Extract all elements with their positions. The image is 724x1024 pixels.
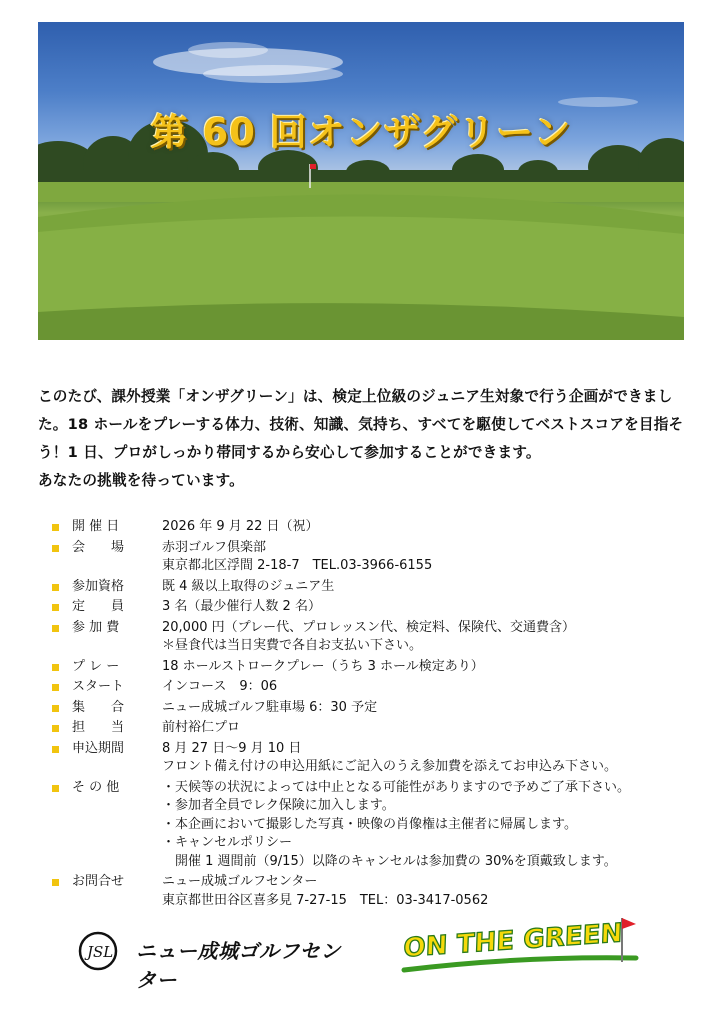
detail-label: 担 当	[72, 720, 125, 735]
square-bullet-icon	[52, 705, 59, 712]
detail-row-fee	[52, 619, 692, 656]
detail-value: インコース 9：06	[162, 679, 278, 694]
square-bullet-icon	[52, 785, 59, 792]
intro-line: あなたの挑戦を待っています。	[38, 472, 244, 489]
square-bullet-icon	[52, 604, 59, 611]
square-bullet-icon	[52, 664, 59, 671]
detail-value: ニュー成城ゴルフ駐車場 6：30 予定	[162, 699, 378, 715]
intro-line: う！1 日、プロがしっかり帯同するから安心して参加することができます。	[38, 444, 541, 461]
jsl-logo-icon	[74, 925, 124, 975]
detail-value: ニュー成城ゴルフセンター 東京都世田谷区喜多見 7-27-15 TEL：03-3417-0562	[162, 874, 489, 908]
detail-value: 8 月 27 日～9 月 10 日 フロント備え付けの申込用紙にご記入のうえ参加費を添えてお申込み下さい。	[162, 740, 618, 774]
detail-row-start	[52, 678, 692, 697]
event-title: 第 60 回オンザグリーン	[150, 111, 572, 154]
golf-course-illustration	[38, 22, 684, 340]
detail-value: 前村裕仁プロ	[162, 720, 241, 735]
detail-row-date	[52, 518, 692, 537]
square-bullet-icon	[52, 545, 59, 552]
detail-row-other	[52, 779, 692, 872]
square-bullet-icon	[52, 625, 59, 632]
intro-paragraph	[38, 383, 686, 495]
detail-value: 赤羽ゴルフ倶楽部 東京都北区浮間 2-18-7 TEL.03-3966-6155	[162, 539, 433, 573]
on-the-green-logo	[400, 912, 645, 980]
detail-label: 申込期間	[72, 740, 125, 756]
detail-value: 3 名（最少催行人数 2 名）	[162, 599, 321, 614]
detail-label: 参 加 費	[72, 619, 120, 635]
new-seijo-golf-logo	[74, 925, 354, 992]
intro-line: このたび、課外授業「オンザグリーン」は、検定上位級のジュニア生対象で行う企画ができまし	[38, 388, 673, 405]
event-details-list	[52, 518, 692, 912]
detail-value: 既 4 級以上取得のジュニア生	[162, 578, 335, 594]
detail-label: そ の 他	[72, 779, 120, 795]
detail-label: スタート	[72, 679, 125, 694]
intro-line: た。18 ホールをプレーする体力、技術、知識、気持ち、すべてを駆使してベストスコアを目指そ	[38, 416, 684, 433]
square-bullet-icon	[52, 725, 59, 732]
brand-name: ニュー成城ゴルフセンター	[136, 939, 341, 992]
detail-row-contact	[52, 873, 692, 910]
square-bullet-icon	[52, 584, 59, 591]
detail-row-staff	[52, 719, 692, 738]
square-bullet-icon	[52, 879, 59, 886]
detail-label: プ レ ー	[72, 658, 120, 674]
square-bullet-icon	[52, 684, 59, 691]
jsl-mark-text: JSL	[87, 943, 114, 961]
detail-row-play	[52, 658, 692, 677]
detail-row-capacity	[52, 598, 692, 617]
detail-label: 開 催 日	[72, 519, 120, 534]
square-bullet-icon	[52, 746, 59, 753]
hero-image	[38, 22, 684, 340]
detail-row-meeting	[52, 699, 692, 718]
detail-label: 会 場	[72, 539, 125, 555]
detail-label: 定 員	[72, 599, 125, 614]
detail-value: 2026 年 9 月 22 日（祝）	[162, 519, 319, 534]
detail-value: ・天候等の状況によっては中止となる可能性がありますので予めご了承下さい。 ・参加者全員でレク保険に加入します。 ・本企画において撮影した写真・映像の肖像権は主催者に帰属します。 ・キャンセルポリシー 開催 1 週間前（9/15）以降のキャンセルは参加費の 30%を頂戴致します。	[162, 779, 631, 869]
detail-row-venue	[52, 539, 692, 576]
detail-value: 18 ホールストロークプレー（うち 3 ホール検定あり）	[162, 658, 484, 674]
detail-row-application	[52, 740, 692, 777]
on-the-green-text: ON THE GREEN	[402, 918, 623, 964]
square-bullet-icon	[52, 524, 59, 531]
detail-value: 20,000 円（プレー代、プロレッスン代、検定料、保険代、交通費含） ＊昼食代は当日実費で各自お支払い下さい。	[162, 619, 575, 653]
detail-label: お問合せ	[72, 874, 125, 889]
detail-row-eligibility	[52, 578, 692, 597]
detail-label: 参加資格	[72, 578, 125, 594]
detail-label: 集 合	[72, 699, 125, 715]
